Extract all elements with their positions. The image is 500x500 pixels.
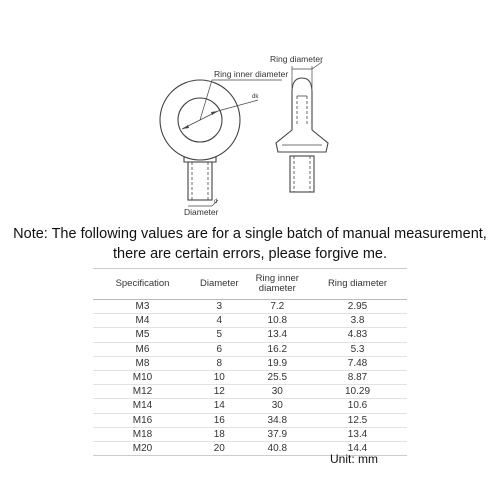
cell-spec: M20 bbox=[93, 442, 192, 456]
cell-ring: 5.3 bbox=[308, 342, 407, 356]
table-row bbox=[93, 385, 407, 399]
ring-side-outline bbox=[292, 78, 312, 130]
label-diameter: Diameter bbox=[184, 207, 219, 217]
label-dk: dk bbox=[252, 94, 259, 100]
label-d: d bbox=[214, 199, 218, 205]
header-ring-inner-diameter: Ring inner diameter bbox=[247, 269, 309, 300]
cell-diameter: 4 bbox=[192, 314, 247, 328]
table-row bbox=[93, 314, 407, 328]
cell-inner: 19.9 bbox=[247, 356, 309, 370]
side-view bbox=[276, 62, 328, 192]
cell-ring: 10.6 bbox=[308, 399, 407, 413]
cell-diameter: 12 bbox=[192, 385, 247, 399]
note-line-2: there are certain errors, please forgive me. bbox=[112, 246, 387, 262]
cell-ring: 13.4 bbox=[308, 427, 407, 441]
cell-inner: 7.2 bbox=[247, 300, 309, 314]
cell-inner: 30 bbox=[247, 399, 309, 413]
cell-spec: M8 bbox=[93, 356, 192, 370]
cell-inner: 25.5 bbox=[247, 371, 309, 385]
cell-diameter: 5 bbox=[192, 328, 247, 342]
table-row bbox=[93, 328, 407, 342]
cell-diameter: 14 bbox=[192, 399, 247, 413]
cell-spec: M4 bbox=[93, 314, 192, 328]
cell-ring: 12.5 bbox=[308, 413, 407, 427]
cell-inner: 10.8 bbox=[247, 314, 309, 328]
cell-diameter: 3 bbox=[192, 300, 247, 314]
table-row bbox=[93, 371, 407, 385]
cell-diameter: 18 bbox=[192, 427, 247, 441]
spec-table bbox=[93, 268, 407, 456]
table-row bbox=[93, 356, 407, 370]
cell-spec: M6 bbox=[93, 342, 192, 356]
side-collar-outline bbox=[276, 130, 328, 152]
label-ring-diameter: Ring diameter bbox=[270, 54, 323, 64]
cell-inner: 16.2 bbox=[247, 342, 309, 356]
cell-diameter: 8 bbox=[192, 356, 247, 370]
cell-spec: M3 bbox=[93, 300, 192, 314]
table-row bbox=[93, 300, 407, 314]
cell-ring: 14.4 bbox=[308, 442, 407, 456]
spec-table-header bbox=[93, 269, 407, 300]
table-row bbox=[93, 342, 407, 356]
cell-ring: 10.29 bbox=[308, 385, 407, 399]
cell-inner: 40.8 bbox=[247, 442, 309, 456]
header-specification: Specification bbox=[93, 269, 192, 300]
unit-label: Unit: mm bbox=[330, 452, 378, 466]
cell-ring: 3.8 bbox=[308, 314, 407, 328]
cell-diameter: 16 bbox=[192, 413, 247, 427]
cell-inner: 30 bbox=[247, 385, 309, 399]
cell-inner: 37.9 bbox=[247, 427, 309, 441]
cell-inner: 34.8 bbox=[247, 413, 309, 427]
cell-spec: M16 bbox=[93, 413, 192, 427]
cell-diameter: 6 bbox=[192, 342, 247, 356]
cell-inner: 13.4 bbox=[247, 328, 309, 342]
cell-spec: M18 bbox=[93, 427, 192, 441]
front-view bbox=[160, 80, 282, 206]
cell-spec: M12 bbox=[93, 385, 192, 399]
table-row bbox=[93, 427, 407, 441]
header-ring-diameter: Ring diameter bbox=[308, 269, 407, 300]
label-ring-inner-diameter: Ring inner diameter bbox=[214, 69, 289, 79]
table-row bbox=[93, 399, 407, 413]
cell-spec: M10 bbox=[93, 371, 192, 385]
cell-spec: M5 bbox=[93, 328, 192, 342]
cell-ring: 7.48 bbox=[308, 356, 407, 370]
cell-diameter: 20 bbox=[192, 442, 247, 456]
cell-diameter: 10 bbox=[192, 371, 247, 385]
note-line-1: Note: The following values are for a single batch of manual measurement, bbox=[13, 226, 487, 242]
cell-ring: 4.83 bbox=[308, 328, 407, 342]
cell-spec: M14 bbox=[93, 399, 192, 413]
table-row bbox=[93, 413, 407, 427]
eye-bolt-technical-drawing bbox=[0, 0, 500, 220]
measurement-note bbox=[0, 224, 500, 264]
header-diameter: Diameter bbox=[192, 269, 247, 300]
cell-ring: 2.95 bbox=[308, 300, 407, 314]
cell-ring: 8.87 bbox=[308, 371, 407, 385]
